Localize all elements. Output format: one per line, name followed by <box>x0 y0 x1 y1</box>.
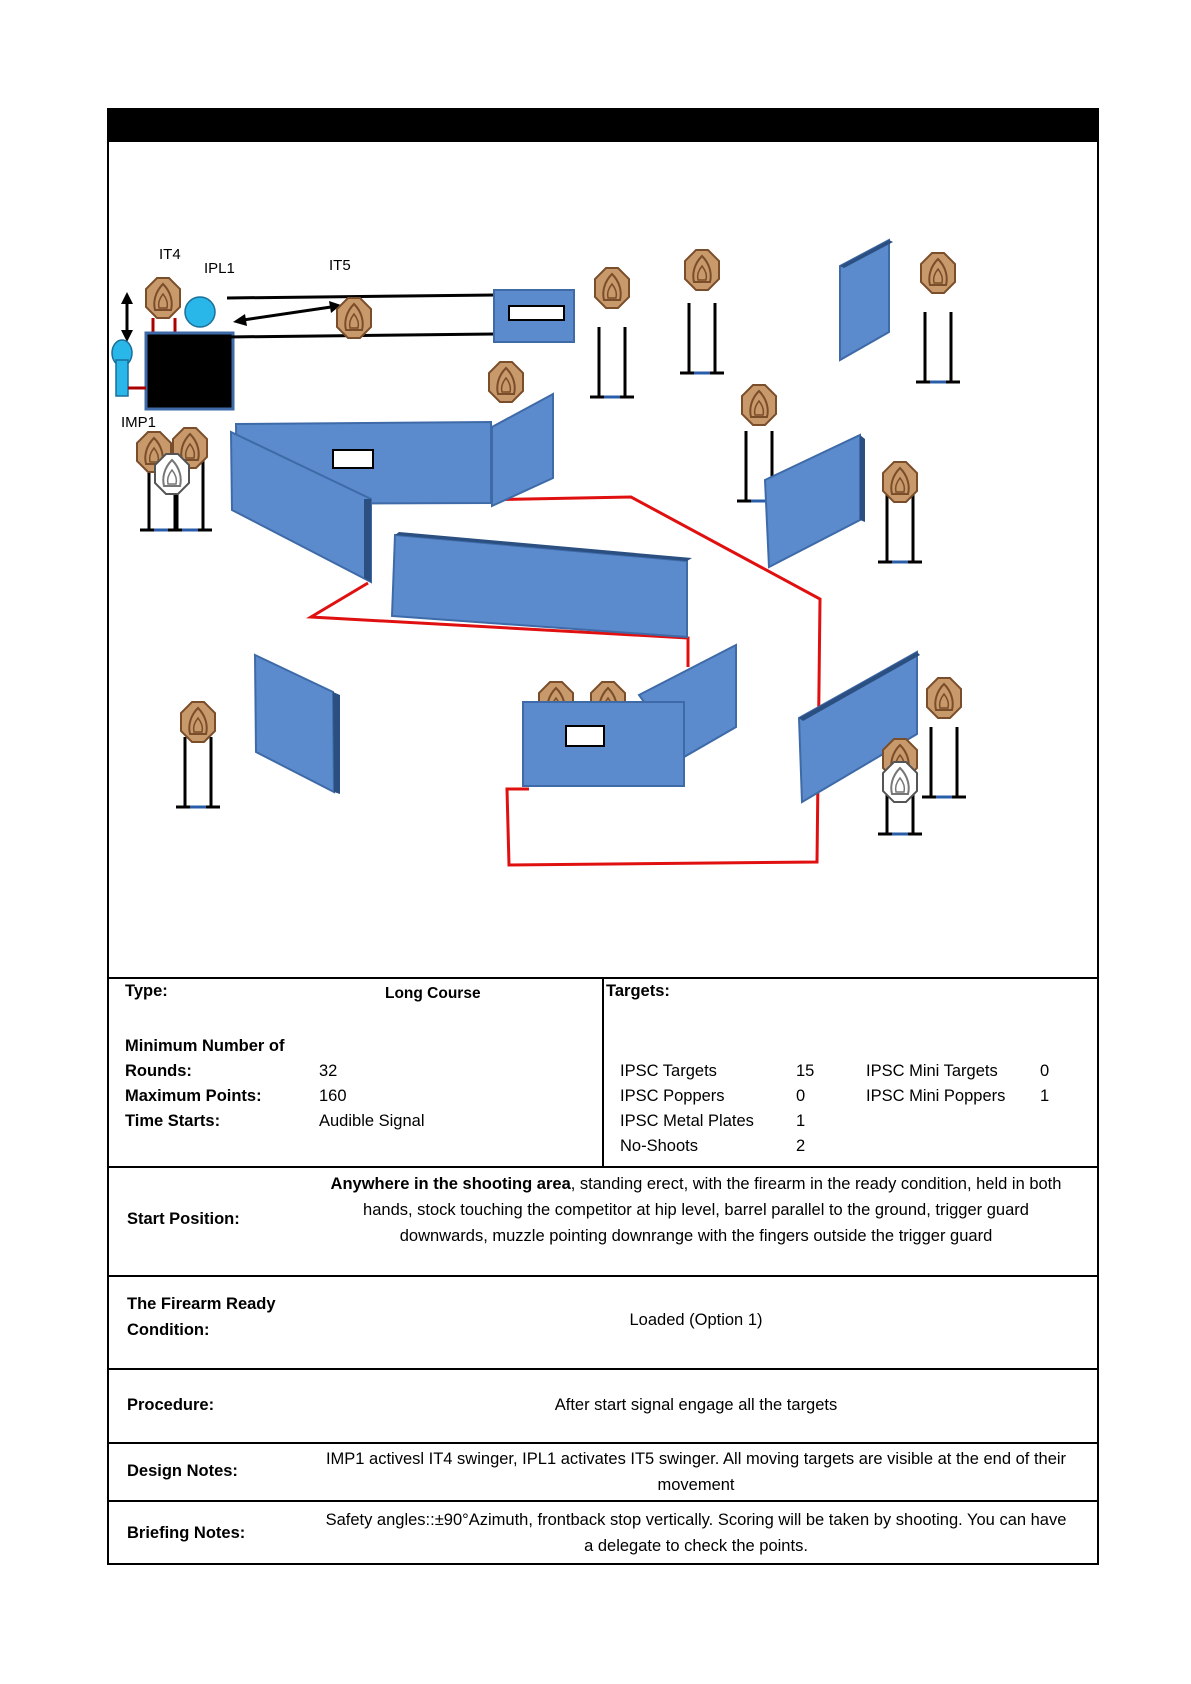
type-label: Type: <box>125 982 168 1000</box>
target-count: 1 <box>796 1112 806 1130</box>
ipsc-target <box>181 702 215 742</box>
design-notes-row <box>109 1442 1097 1500</box>
min-rounds-value: 32 <box>319 1062 338 1080</box>
stage-sheet <box>107 108 1099 1565</box>
imp1-activator <box>112 340 146 396</box>
stage-info <box>109 979 601 1166</box>
stage-diagram <box>109 142 1097 977</box>
target-name: IPSC Mini Targets <box>866 1062 998 1080</box>
target-count: 1 <box>1040 1087 1050 1105</box>
swinger-box <box>494 290 574 342</box>
ready-condition-row <box>109 1275 1097 1368</box>
swing-arrow-icon <box>121 292 133 342</box>
start-position-label: Start Position: <box>127 1210 240 1228</box>
ipsc-target <box>883 462 917 502</box>
ipsc-target-stand <box>916 312 960 382</box>
ipl1-plate <box>185 297 215 327</box>
label-imp1: IMP1 <box>121 414 157 431</box>
ipsc-target <box>595 268 629 308</box>
target-name: No-Shoots <box>620 1137 698 1155</box>
ready-condition-value: Loaded (Option 1) <box>629 1311 763 1329</box>
start-position-text <box>319 1171 1073 1249</box>
ipsc-target-stand <box>680 303 724 373</box>
ready-condition-label-2: Condition: <box>127 1321 210 1339</box>
label-it5: IT5 <box>329 257 351 274</box>
no-shoot-target <box>883 762 917 802</box>
stage-diagram-svg <box>109 142 1097 977</box>
target-count: 15 <box>796 1062 815 1080</box>
start-position-bold: Anywhere in the shooting area <box>330 1175 571 1193</box>
design-notes-value: IMP1 activesl IT4 swinger, IPL1 activates IT5 swinger. All moving targets are visible at the end of their movement <box>325 1450 1067 1494</box>
design-notes-label: Design Notes: <box>127 1462 238 1480</box>
ipsc-target-stand <box>176 737 220 807</box>
targets-label: Targets: <box>606 982 670 1000</box>
briefing-notes-label: Briefing Notes: <box>127 1524 246 1542</box>
label-it4: IT4 <box>159 246 181 263</box>
ipsc-target-stand <box>922 727 966 797</box>
wall-panel <box>255 655 340 794</box>
min-rounds-label: Minimum Number of <box>125 1037 285 1055</box>
type-value: Long Course <box>385 985 481 1002</box>
info-row <box>109 977 1097 1166</box>
max-points-label: Maximum Points: <box>125 1087 262 1105</box>
header-bar <box>109 110 1097 142</box>
target-name: IPSC Targets <box>620 1062 717 1080</box>
time-starts-label: Time Starts: <box>125 1112 221 1130</box>
procedure-row <box>109 1368 1097 1442</box>
wall-panel <box>765 435 865 567</box>
procedure-label: Procedure: <box>127 1396 215 1414</box>
ready-condition-label: The Firearm Ready <box>127 1295 276 1313</box>
start-position-row <box>109 1166 1097 1275</box>
wall-panel <box>840 240 893 360</box>
drum-barrel <box>146 333 233 409</box>
ipsc-target <box>921 253 955 293</box>
ipsc-target <box>685 250 719 290</box>
wall-panel <box>523 645 736 786</box>
time-starts-value: Audible Signal <box>319 1112 425 1130</box>
target-count: 2 <box>796 1137 806 1155</box>
min-rounds-label-2: Rounds: <box>125 1062 192 1080</box>
ipsc-target-stand <box>590 327 634 397</box>
target-name: IPSC Metal Plates <box>620 1112 754 1130</box>
it5-target <box>337 298 371 338</box>
wall-panel <box>392 532 692 637</box>
ipsc-target <box>742 385 776 425</box>
label-ipl1: IPL1 <box>204 260 235 277</box>
no-shoot-target <box>155 454 189 494</box>
target-name: IPSC Mini Poppers <box>866 1087 1006 1105</box>
target-name: IPSC Poppers <box>620 1087 725 1105</box>
start-position-rest: , standing erect, with the firearm in the ready condition, held in both hands, stock touching the competitor at hip level, barrel parallel to the ground, trigger guard downwards, muzzle pointing downrange with the fingers outside the trigger guard <box>363 1175 1062 1245</box>
it5-arrow-icon <box>233 301 341 326</box>
ipsc-target <box>927 678 961 718</box>
procedure-value: After start signal engage all the targets <box>554 1396 838 1414</box>
target-count: 0 <box>1040 1062 1050 1080</box>
target-count: 0 <box>796 1087 806 1105</box>
it4-target <box>146 278 180 318</box>
targets-panel <box>602 979 1097 1166</box>
max-points-value: 160 <box>319 1087 347 1105</box>
briefing-notes-row <box>109 1500 1097 1567</box>
ipsc-target <box>489 362 523 402</box>
briefing-notes-value: Safety angles::±90°Azimuth, frontback stop vertically. Scoring will be taken by shooting. You can have a delegate to check the points. <box>325 1511 1067 1555</box>
